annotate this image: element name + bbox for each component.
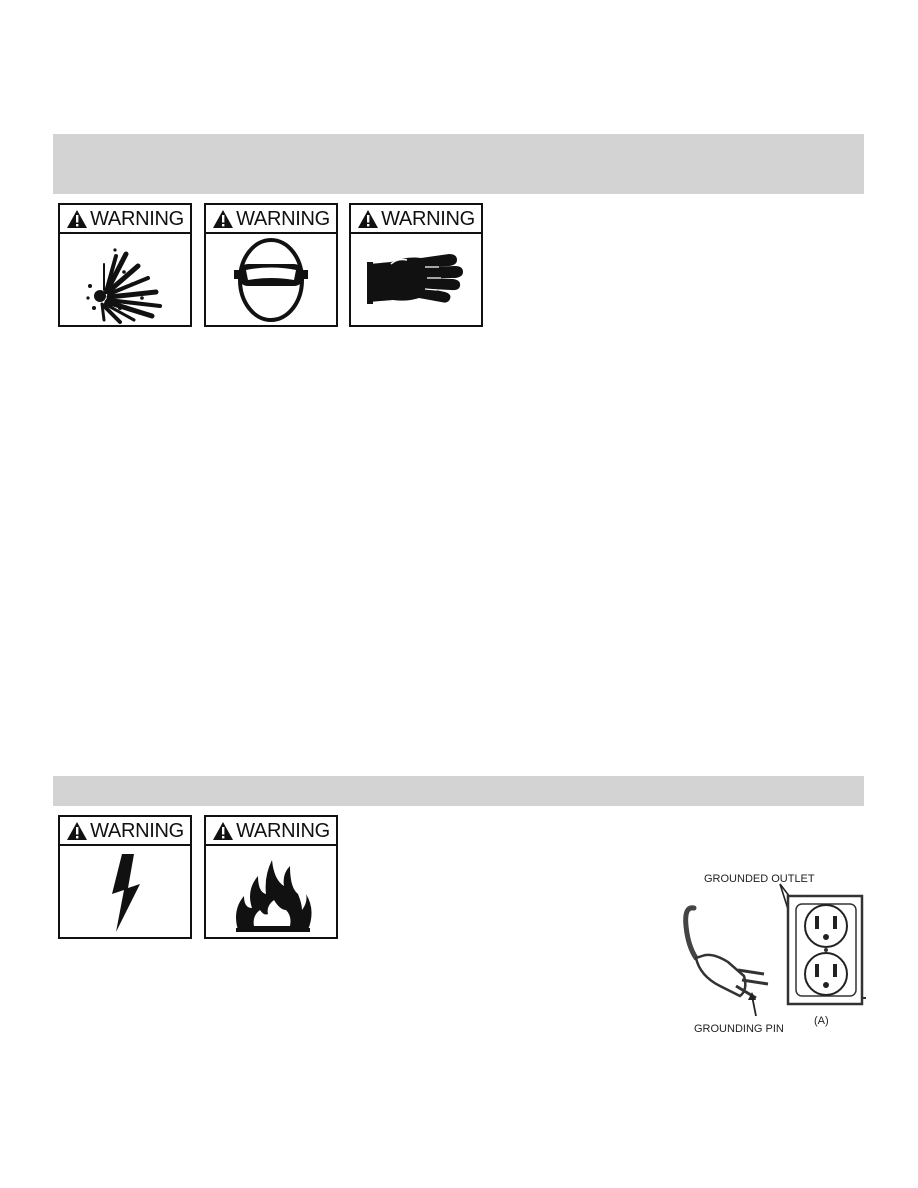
section-header-band-middle bbox=[53, 776, 864, 806]
warning-word: WARNING bbox=[236, 207, 330, 230]
flame-icon bbox=[206, 846, 336, 937]
alert-triangle-icon bbox=[66, 209, 88, 229]
warning-sign-eye-protection bbox=[204, 203, 338, 327]
figure-label: (A) bbox=[814, 1015, 829, 1027]
safety-goggles-icon bbox=[206, 234, 336, 325]
explosion-icon bbox=[60, 234, 190, 325]
warning-sign-explosion bbox=[58, 203, 192, 327]
warning-word: WARNING bbox=[381, 207, 475, 230]
warning-header bbox=[351, 205, 481, 234]
warning-word: WARNING bbox=[90, 819, 184, 842]
warning-sign-electric-shock bbox=[58, 815, 192, 939]
alert-triangle-icon bbox=[66, 821, 88, 841]
three-prong-plug-icon bbox=[686, 908, 768, 998]
outlet-screw bbox=[824, 948, 828, 952]
grounded-outlet-figure bbox=[680, 866, 866, 1042]
alert-triangle-icon bbox=[212, 821, 234, 841]
grounding-pin-label: GROUNDING PIN bbox=[694, 1023, 784, 1035]
warning-sign-hand-protection bbox=[349, 203, 483, 327]
warning-header bbox=[60, 817, 190, 846]
grounded-outlet-label: GROUNDED OUTLET bbox=[704, 873, 815, 885]
rubber-glove-icon bbox=[351, 234, 481, 325]
warning-header bbox=[60, 205, 190, 234]
alert-triangle-icon bbox=[357, 209, 379, 229]
lightning-bolt-icon bbox=[60, 846, 190, 937]
warning-header bbox=[206, 817, 336, 846]
warning-word: WARNING bbox=[236, 819, 330, 842]
warning-header bbox=[206, 205, 336, 234]
section-header-band-top bbox=[53, 134, 864, 194]
alert-triangle-icon bbox=[212, 209, 234, 229]
outlet-receptacle-lower bbox=[805, 953, 847, 995]
outlet-receptacle-upper bbox=[805, 905, 847, 947]
warning-sign-fire bbox=[204, 815, 338, 939]
warning-word: WARNING bbox=[90, 207, 184, 230]
